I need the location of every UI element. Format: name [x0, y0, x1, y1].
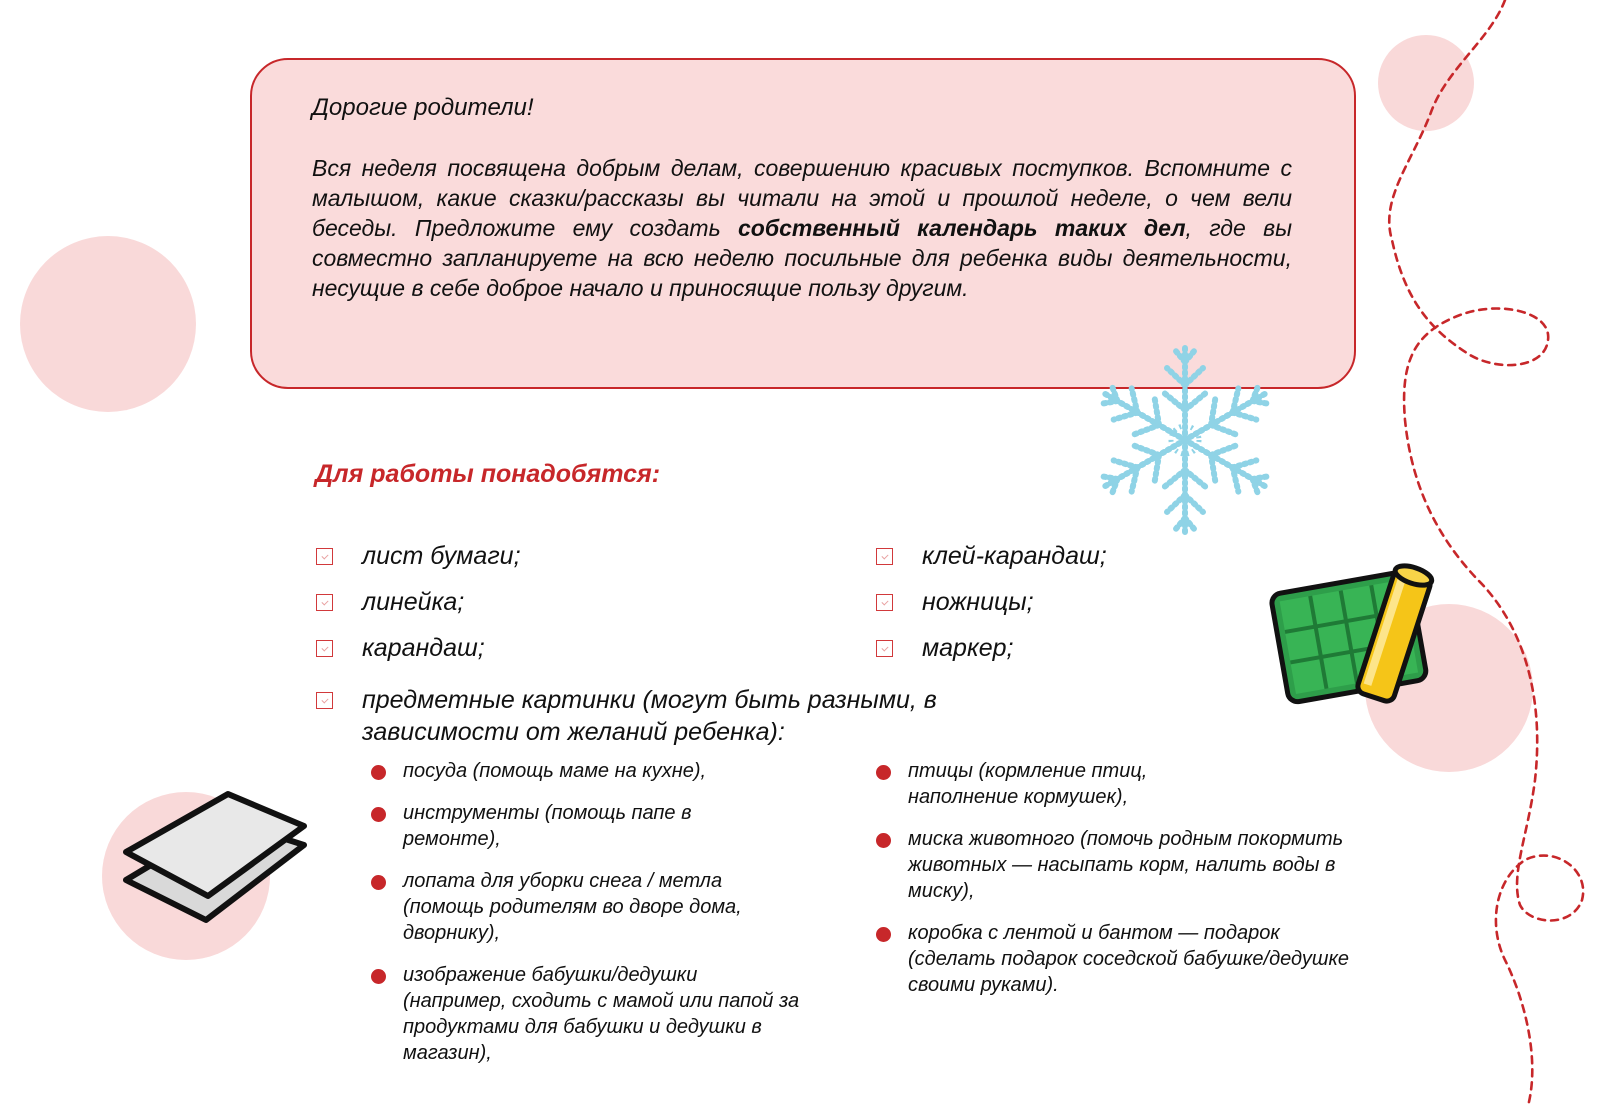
- bullet-dot: [371, 875, 386, 890]
- bullet-dot: [371, 969, 386, 984]
- example-text: инструменты (помощь папе в ремонте),: [403, 802, 692, 850]
- bullet-dot: [371, 807, 386, 822]
- glue-stick-icon: [1268, 552, 1448, 712]
- paper-sheets-icon: [118, 790, 313, 940]
- material-label: ножницы;: [922, 588, 1034, 616]
- message-text-bold: собственный календарь таких дел: [737, 215, 1186, 241]
- checkbox-icon: [876, 594, 893, 611]
- example-text: лопата для уборки снега / метла (помощь родителям во дворе дома, дворнику),: [403, 870, 742, 944]
- example-text: коробка с лентой и бантом — подарок (сделать подарок соседской бабушке/дедушке своими руками).: [908, 922, 1350, 996]
- checkbox-icon: [316, 692, 333, 709]
- message-text-part2: , где вы совместно запланируете на всю неделю посильные для ребенка виды деятельности, несущие в себе доброе начало и приносящие пользу другим.: [312, 215, 1292, 301]
- snowflake-icon: [1070, 325, 1300, 555]
- example-text: миска животного (помочь родным покормить животных — насыпать корм, налить воды в миску),: [908, 828, 1344, 902]
- greeting-text: Дорогие родители!: [312, 94, 534, 121]
- bullet-dot: [876, 927, 891, 942]
- material-label: предметные картинки (могут быть разными, в зависимости от желаний ребенка):: [362, 686, 937, 746]
- materials-title: Для работы понадобятся:: [315, 460, 661, 488]
- example-text: посуда (помощь маме на кухне),: [403, 760, 707, 782]
- bullet-dot: [371, 765, 386, 780]
- material-label: линейка;: [362, 588, 465, 616]
- material-label: клей-карандаш;: [922, 542, 1107, 570]
- material-label: карандаш;: [362, 634, 485, 662]
- material-label: лист бумаги;: [362, 542, 521, 570]
- example-text: птицы (кормление птиц, наполнение кормушек),: [908, 760, 1148, 808]
- example-text: изображение бабушки/дедушки (например, сходить с мамой или папой за продуктами для бабушки и дедушки в магазин),: [403, 964, 800, 1064]
- checkbox-icon: [316, 594, 333, 611]
- material-label: маркер;: [922, 634, 1014, 662]
- checkbox-icon: [316, 548, 333, 565]
- checkbox-icon: [876, 640, 893, 657]
- checkbox-icon: [876, 548, 893, 565]
- message-text-part1: Вся неделя посвящена добрым делам, совершению красивых поступков. Вспомните с малышом, какие сказки/рассказы вы читали на этой и прошлой неделе, о чем вели беседы. Предложите ему создать: [312, 155, 1292, 241]
- bullet-dot: [876, 833, 891, 848]
- bullet-dot: [876, 765, 891, 780]
- message-paragraph: [312, 153, 1292, 303]
- checkbox-icon: [316, 640, 333, 657]
